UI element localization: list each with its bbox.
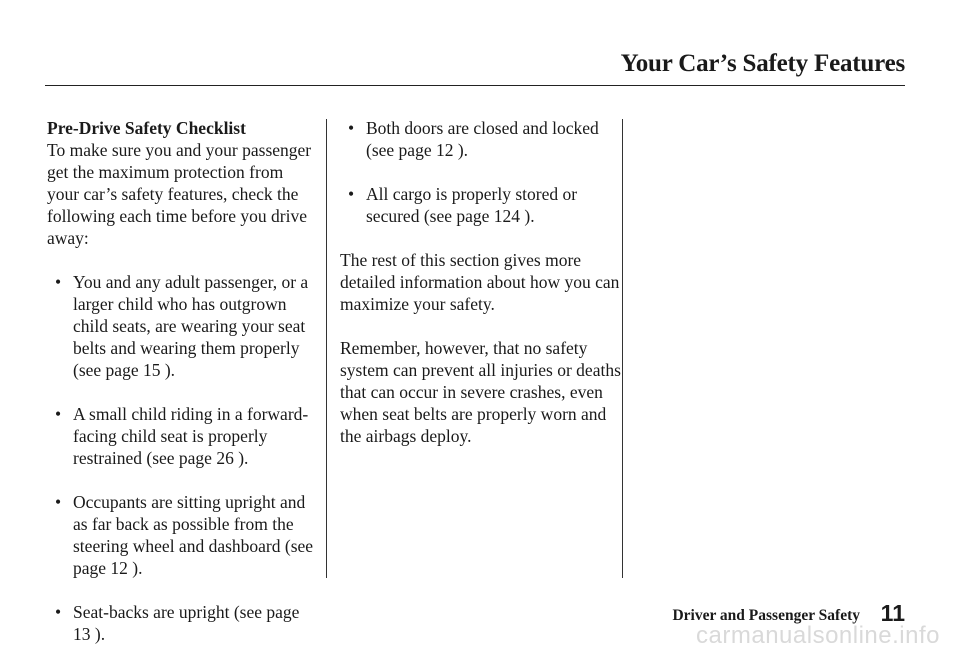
list-item	[55, 403, 315, 469]
checklist-heading: Pre-Drive Safety Checklist	[47, 118, 246, 138]
checklist-items	[47, 271, 315, 645]
list-item-text: A small child riding in a forward-facing child seat is properly restrained (see page 26 ).	[73, 404, 309, 468]
header-rule	[45, 85, 905, 86]
list-item-text: Both doors are closed and locked (see page 12 ).	[366, 118, 599, 160]
bullet-icon: •	[55, 272, 62, 292]
list-item	[55, 491, 315, 579]
column-divider-left	[326, 119, 327, 578]
bullet-icon: •	[348, 184, 355, 204]
right-column	[340, 117, 625, 469]
bullet-icon: •	[55, 492, 62, 512]
list-item	[348, 117, 625, 161]
footer-section-label: Driver and Passenger Safety	[672, 607, 860, 624]
list-item-text: All cargo is properly stored or secured (see page 124 ).	[366, 184, 578, 226]
page-number: 11	[880, 600, 905, 626]
checklist-intro: To make sure you and your passenger get the maximum protection from your car’s safety features, check the following each time before you drive away:	[47, 140, 312, 248]
bullet-icon: •	[348, 118, 355, 138]
list-item	[55, 271, 315, 381]
watermark: carmanualsonline.info	[696, 622, 940, 649]
body-paragraph: Remember, however, that no safety system can prevent all injuries or deaths that can occur in severe crashes, even when seat belts are properly worn and the airbags deploy.	[340, 338, 621, 446]
list-item	[55, 601, 315, 645]
list-item-text: Seat-backs are upright (see page 13 ).	[73, 602, 300, 644]
checklist-items-continued	[340, 117, 625, 227]
list-item-text: You and any adult passenger, or a larger child who has outgrown child seats, are wearing your seat belts and wearing them properly (see page 15 ).	[73, 272, 309, 380]
left-column	[47, 117, 315, 667]
bullet-icon: •	[55, 404, 62, 424]
body-paragraph: The rest of this section gives more detailed information about how you can maximize your safety.	[340, 250, 620, 314]
column-divider-right	[622, 119, 623, 578]
page-title: Your Car’s Safety Features	[620, 50, 905, 77]
list-item-text: Occupants are sitting upright and as far back as possible from the steering wheel and dashboard (see page 12 ).	[73, 492, 314, 578]
bullet-icon: •	[55, 602, 62, 622]
list-item	[348, 183, 625, 227]
